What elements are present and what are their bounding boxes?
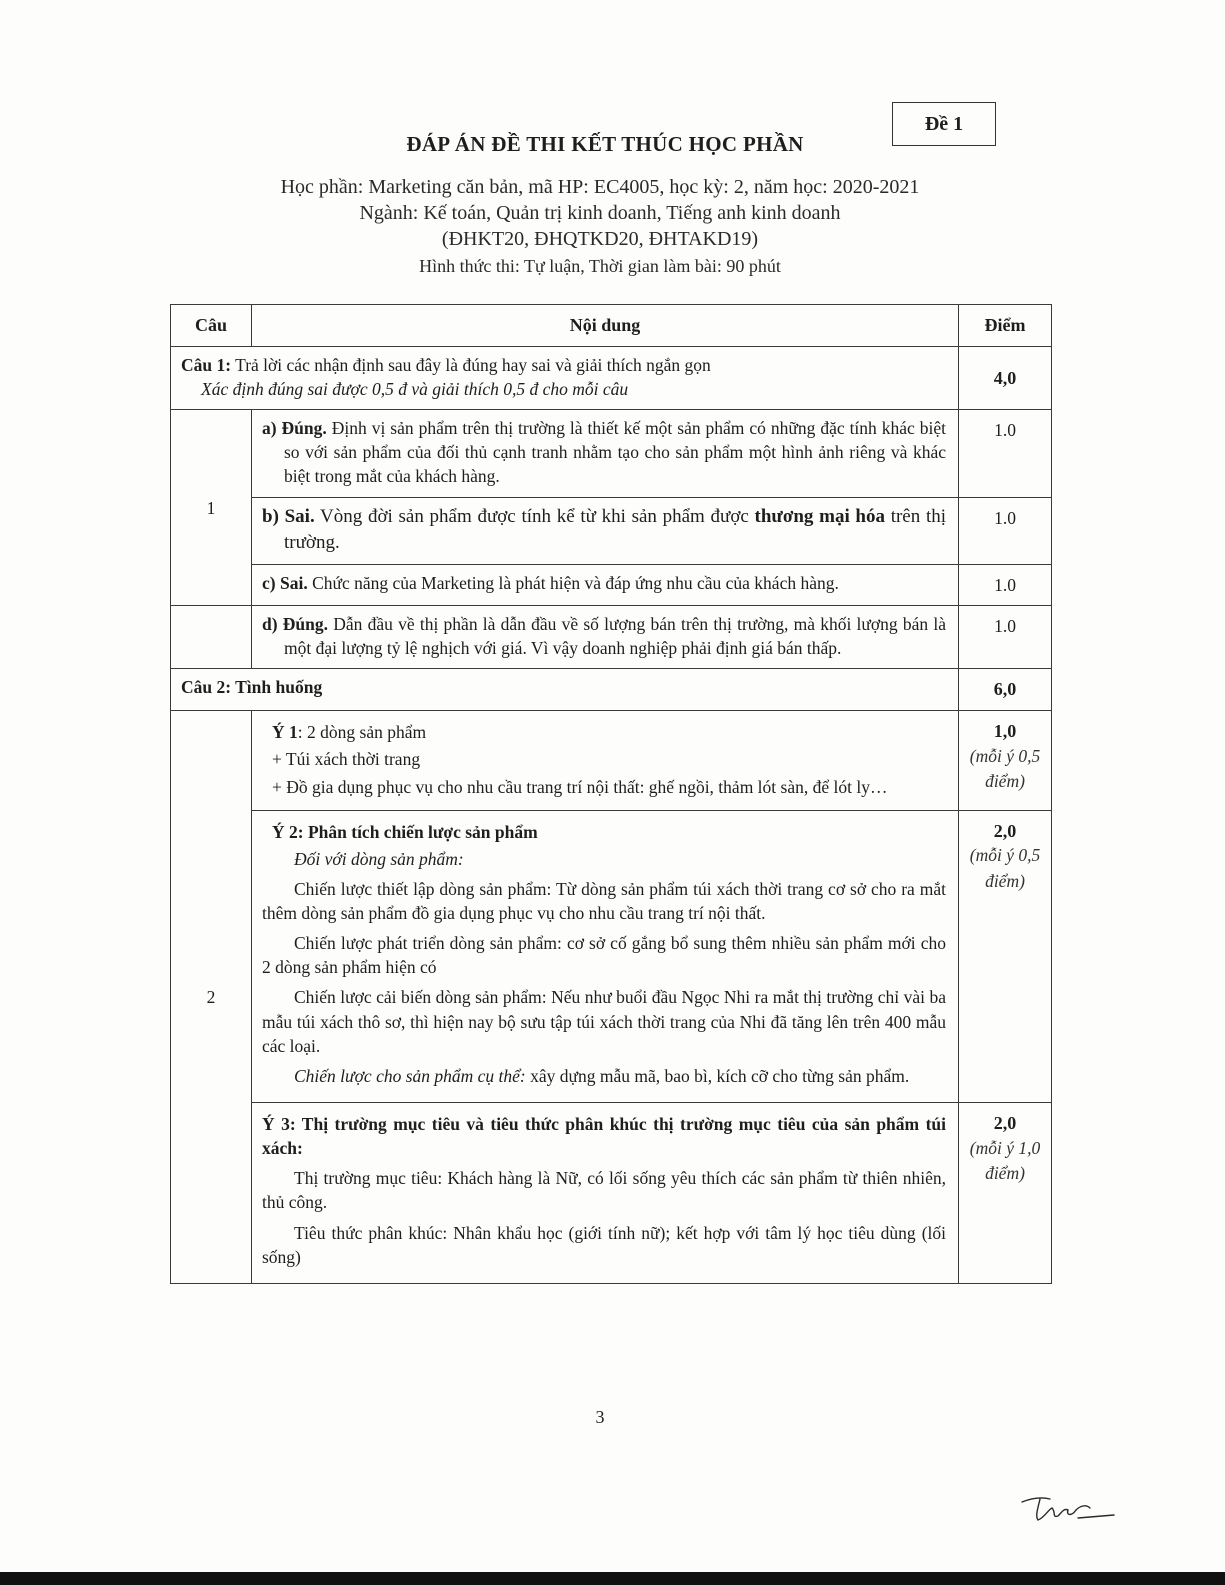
q1-item-d-text: Dẫn đầu về thị phần là dẫn đầu về số lượng bán trên thị trường, mà khối lượng bán là một đại lượng tỷ lệ nghịch với giá. Vì vậy doanh nghiệp phải định giá bán thấp. [284,614,946,659]
q1-header-row [171,346,1052,409]
answer-table [170,304,1052,1284]
subtitle-exam-format: Hình thức thi: Tự luận, Thời gian làm bài: 90 phút [419,256,781,276]
q1-item-a [252,410,959,497]
scan-edge-bar [0,1572,1225,1585]
q1-item-c [252,564,959,605]
q1-header-cell [171,346,959,409]
q2-y2-paragraph-2: Chiến lược phát triển dòng sản phẩm: cơ sở cố gắng bổ sung thêm nhiều sản phẩm mới cho 2 dòng sản phẩm hiện có [262,933,946,978]
q2-y1-text: : 2 dòng sản phẩm [297,722,427,743]
q1-item-b-bold: thương mại hóa [754,505,885,527]
q1-item-a-points: 1.0 [959,410,1052,497]
table-row [171,810,1052,1102]
q1-item-c-text: Chức năng của Marketing là phát hiện và đáp ứng nhu cầu của khách hàng. [307,572,839,593]
table-header-row [171,305,1052,347]
q1-item-d-label: d) Đúng. [262,614,329,635]
q1-item-b-points: 1.0 [959,497,1052,564]
q2-y2-points: 2,0 [993,820,1017,841]
page-title: ĐÁP ÁN ĐỀ THI KẾT THÚC HỌC PHẦN [406,132,804,156]
subtitle-course: Học phần: Marketing căn bản, mã HP: EC4005, học kỳ: 2, năm học: 2020-2021 [280,176,920,198]
subtitle-classes: (ĐHKT20, ĐHQTKD20, ĐHTAKD19) [441,228,759,250]
q2-y2-points-cell [959,810,1052,1102]
q2-y3-points-cell [959,1103,1052,1284]
table-row [171,497,1052,564]
table-row [171,410,1052,497]
header-content: Nội dung [252,305,959,347]
table-row [171,1103,1052,1284]
q2-y3-paragraph-1: Thị trường mục tiêu: Khách hàng là Nữ, có lối sống yêu thích các sản phẩm từ thiên nhiên, thủ công. [262,1168,946,1213]
table-row [171,606,1052,669]
q2-y1-line-2: + Đồ gia dụng phục vụ cho nhu cầu trang trí nội thất: ghế ngồi, thảm lót sàn, để lót ly… [272,776,888,797]
q1-item-d [252,606,959,669]
q2-y3-points: 2,0 [993,1113,1017,1134]
q2-y1-points: 1,0 [993,721,1017,742]
q1-instruction: Xác định đúng sai được 0,5 đ và giải thích 0,5 đ cho mỗi câu [201,378,629,399]
q1-item-c-label: c) Sai. [262,572,308,593]
q2-y3-note: (mỗi ý 1,0 điểm) [969,1137,1041,1184]
q1-number-continued [171,606,252,669]
q2-y2-heading: Ý 2: Phân tích chiến lược sản phẩm [272,821,538,842]
q1-text: Trả lời các nhận định sau đây là đúng hay sai và giải thích ngắn gọn [231,354,711,375]
q2-y1-label: Ý 1 [272,722,298,743]
q2-y2 [252,810,959,1102]
q1-item-c-points: 1.0 [959,564,1052,605]
q1-label: Câu 1: [181,354,232,375]
q1-item-b-text-before: Vòng đời sản phẩm được tính kể từ khi sản phẩm được [314,505,755,527]
q1-item-b-text-after: trên thị trường. [284,505,947,553]
q1-item-b [252,497,959,564]
q2-y3 [252,1103,959,1284]
q2-y3-heading: Ý 3: Thị trường mục tiêu và tiêu thức phân khúc thị trường mục tiêu của sản phẩm túi xách: [262,1114,946,1159]
q1-item-a-text: Định vị sản phẩm trên thị trường là thiết kế một sản phẩm có những đặc tính khác biệt so với sản phẩm của đối thủ cạnh tranh nhằm tạo cho sản phẩm một hình ảnh riêng và khác biệt trong mắt của khách hàng. [284,418,946,487]
q2-label: Câu 2: [181,677,232,698]
exam-code-box: Đề 1 [892,102,996,146]
q1-item-b-label: b) Sai. [262,505,315,527]
q2-points: 6,0 [959,669,1052,711]
signature-icon [1018,1488,1118,1528]
q2-header-row [171,669,1052,711]
q1-item-a-label: a) Đúng. [262,418,327,439]
q2-y1-note: (mỗi ý 0,5 điểm) [969,746,1041,792]
q2-y2-note: (mỗi ý 0,5 điểm) [969,845,1041,891]
page-number: 3 [595,1407,605,1427]
q2-y2-last-text: xây dựng mẫu mã, bao bì, kích cỡ cho từng sản phẩm. [525,1065,910,1086]
q2-y2-paragraph-1: Chiến lược thiết lập dòng sản phẩm: Từ dòng sản phẩm túi xách thời trang cơ sở cho ra mắt thêm dòng sản phẩm đồ gia dụng phục vụ cho nhu cầu trang trí nội thất. [262,878,946,924]
q2-y1 [252,711,959,810]
q2-y2-last-italic: Chiến lược cho sản phẩm cụ thể: [294,1065,526,1086]
q1-item-d-points: 1.0 [959,606,1052,669]
header-question: Câu [171,305,252,347]
header-points: Điểm [959,305,1052,347]
q2-y2-paragraph-3: Chiến lược cải biến dòng sản phẩm: Nếu như buổi đầu Ngọc Nhi ra mắt thị trường chỉ vài ba mẫu túi xách thô sơ, thì hiện nay bộ sưu tập túi xách thời trang của Nhi đã tăng lên trên 400 mẫu các loại. [262,987,946,1056]
q1-number: 1 [171,410,252,606]
q1-points: 4,0 [959,346,1052,409]
q2-y2-subheading: Đối với dòng sản phẩm: [294,848,464,869]
table-row [171,564,1052,605]
table-row [171,711,1052,810]
q2-number: 2 [171,711,252,1284]
q2-text: Tình huống [231,677,323,698]
q2-y3-paragraph-2: Tiêu thức phân khúc: Nhân khẩu học (giới tính nữ); kết hợp với tâm lý học tiêu dùng (lối sống) [262,1222,946,1267]
q2-y1-points-cell [959,711,1052,810]
subtitle-major: Ngành: Kế toán, Quản trị kinh doanh, Tiếng anh kinh doanh [359,202,841,224]
q2-y1-line-1: + Túi xách thời trang [272,749,421,770]
q2-header-cell [171,669,959,711]
